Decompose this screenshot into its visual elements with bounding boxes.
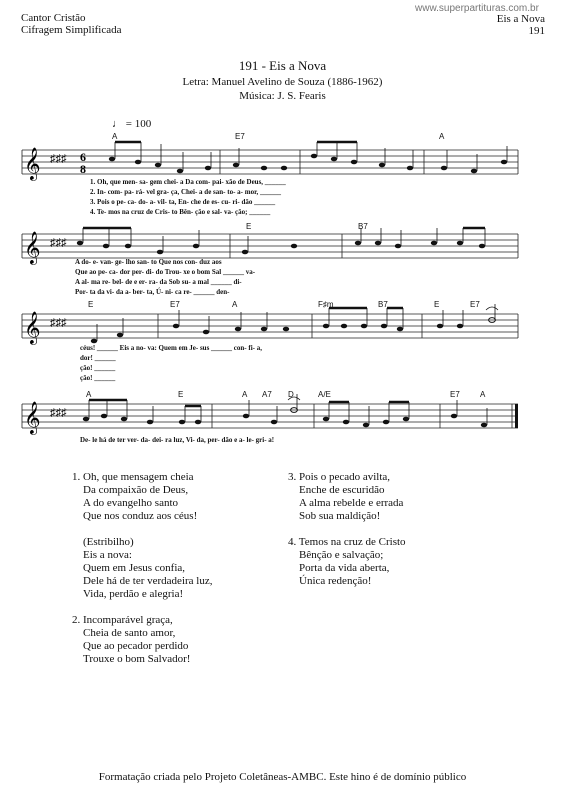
chord-symbol: E7 [235, 132, 245, 141]
lyric-line-refrain: céus! ______ Eis a no- va: Quem em Je- sus ______ con- fi- a, [80, 344, 262, 352]
lyric-line-final: De- le há de ter ver- da- dei- ra luz, Vi- da, per- dão e a- le- gri- a! [80, 436, 275, 444]
lyric-line-verse-3: 3. Pois o pe- ca- do- a- vil- ta, En- che de es- cu- ri- dão ______ [90, 198, 276, 206]
chord-symbol: A [86, 390, 92, 399]
key-signature-icon: ♯♯♯ [50, 407, 67, 419]
lyric-line-verse-4: 4. Te- mos na cruz de Cris- to Bên- ção e sal- va- ção; ______ [90, 208, 271, 216]
chord-symbol: E7 [470, 300, 480, 309]
music-system-2 [20, 222, 520, 302]
fermata-icon [486, 307, 498, 310]
collection-title: Cantor Cristão [21, 12, 86, 24]
lyric-line-verse-2: dor! ______ [80, 354, 116, 362]
lyric-line-verse-1: A do- e- van- ge- lho san- to Que nos con- duz aos [75, 258, 222, 266]
chord-symbol: A [112, 132, 118, 141]
chord-symbol: B7 [358, 222, 368, 231]
key-signature-icon: ♯♯♯ [50, 153, 67, 165]
lyric-line-verse-1: 1. Oh, que men- sa- gem chei- a Da com- pai- xão de Deus, ______ [90, 178, 286, 186]
edition-label: Cifragem Simplificada [21, 24, 122, 36]
stanza-3: 3. Pois o pecado avilta, Enche de escuridão A alma rebelde e errada Sob sua maldição! [288, 471, 404, 522]
chord-symbol: E [434, 300, 440, 309]
stanza-4: 4. Temos na cruz de Cristo Bênção e salvação; Porta da vida aberta, Única redenção! [288, 536, 406, 587]
chord-symbol: D [288, 390, 294, 399]
key-signature-icon: ♯♯♯ [50, 317, 67, 329]
footer-note: Formatação criada pelo Projeto Coletâneas-AMBC. Este hino é de domínio público [98, 771, 467, 783]
final-barline [515, 404, 518, 428]
chord-symbol: A7 [262, 390, 272, 399]
chord-symbol: A/E [318, 390, 331, 399]
song-name-header: Eis a Nova [496, 13, 545, 25]
lyric-line-verse-3: ção! ______ [80, 364, 116, 372]
stanza-column-right [288, 471, 406, 588]
key-signature-icon: ♯♯♯ [50, 237, 67, 249]
time-signature-top: 6 [80, 150, 86, 164]
treble-clef-icon: 𝄞 [24, 403, 41, 434]
time-signature-bottom: 8 [80, 162, 86, 176]
chord-symbol: B7 [378, 300, 388, 309]
fermata-icon [288, 397, 300, 400]
hymn-title: 191 - Eis a Nova [238, 58, 327, 73]
chord-symbol: A [439, 132, 445, 141]
music-system-1 [20, 132, 520, 222]
chord-symbol: E7 [450, 390, 460, 399]
lyric-line-verse-2: 2. In- com- pa- rá- vel gra- ça, Chei- a de san- to- a- mor, ______ [90, 188, 282, 196]
stanza-column-left [72, 471, 212, 666]
refrain: (Estribilho) Eis a nova: Quem em Jesus confia, Dele há de ter verdadeira luz, Vida, perdão e alegria! [83, 536, 213, 600]
stanza-2: 2. Incomparável graça, Cheia de santo amor, Que ao pecador perdido Trouxe o bom Salvador! [72, 614, 191, 665]
chord-symbol: A [232, 300, 238, 309]
treble-clef-icon: 𝄞 [24, 313, 41, 344]
chord-symbol: A [242, 390, 248, 399]
treble-clef-icon: 𝄞 [24, 233, 41, 264]
tempo-mark: ♩ = 100 [112, 118, 152, 130]
chord-symbol: E7 [170, 300, 180, 309]
lyric-line-verse-3: A al- ma re- bel- de e er- ra- da Sob su- a mal ______ di- [75, 278, 242, 286]
watermark: www.superpartituras.com.br [415, 3, 539, 14]
lyric-line-verse-4: Por- ta da vi- da a- ber- ta, Ú- ni- ca re- ______ den- [75, 288, 230, 296]
music-system-3 [20, 300, 520, 390]
chord-symbol: A [480, 390, 486, 399]
staff [20, 394, 520, 436]
treble-clef-icon: 𝄞 [24, 149, 41, 180]
chord-symbol: E [88, 300, 94, 309]
composer-credit: Música: J. S. Fearis [239, 90, 326, 102]
stanza-1: 1. Oh, que mensagem cheia Da compaixão de Deus, A do evangelho santo Que nos conduz aos céus! [72, 471, 198, 522]
chord-symbol: E [178, 390, 184, 399]
lyric-line-verse-2: Que ao pe- ca- dor per- di- do Trou- xe o bom Sal ______ va- [75, 268, 256, 276]
lyricist-credit: Letra: Manuel Avelino de Souza (1886-1962) [182, 76, 383, 88]
chord-symbol: E [246, 222, 252, 231]
lyric-line-verse-4: ção! ______ [80, 374, 116, 382]
chord-symbol: F♯m [318, 300, 334, 309]
song-number-header: 191 [528, 25, 545, 37]
music-system-4 [20, 390, 520, 450]
